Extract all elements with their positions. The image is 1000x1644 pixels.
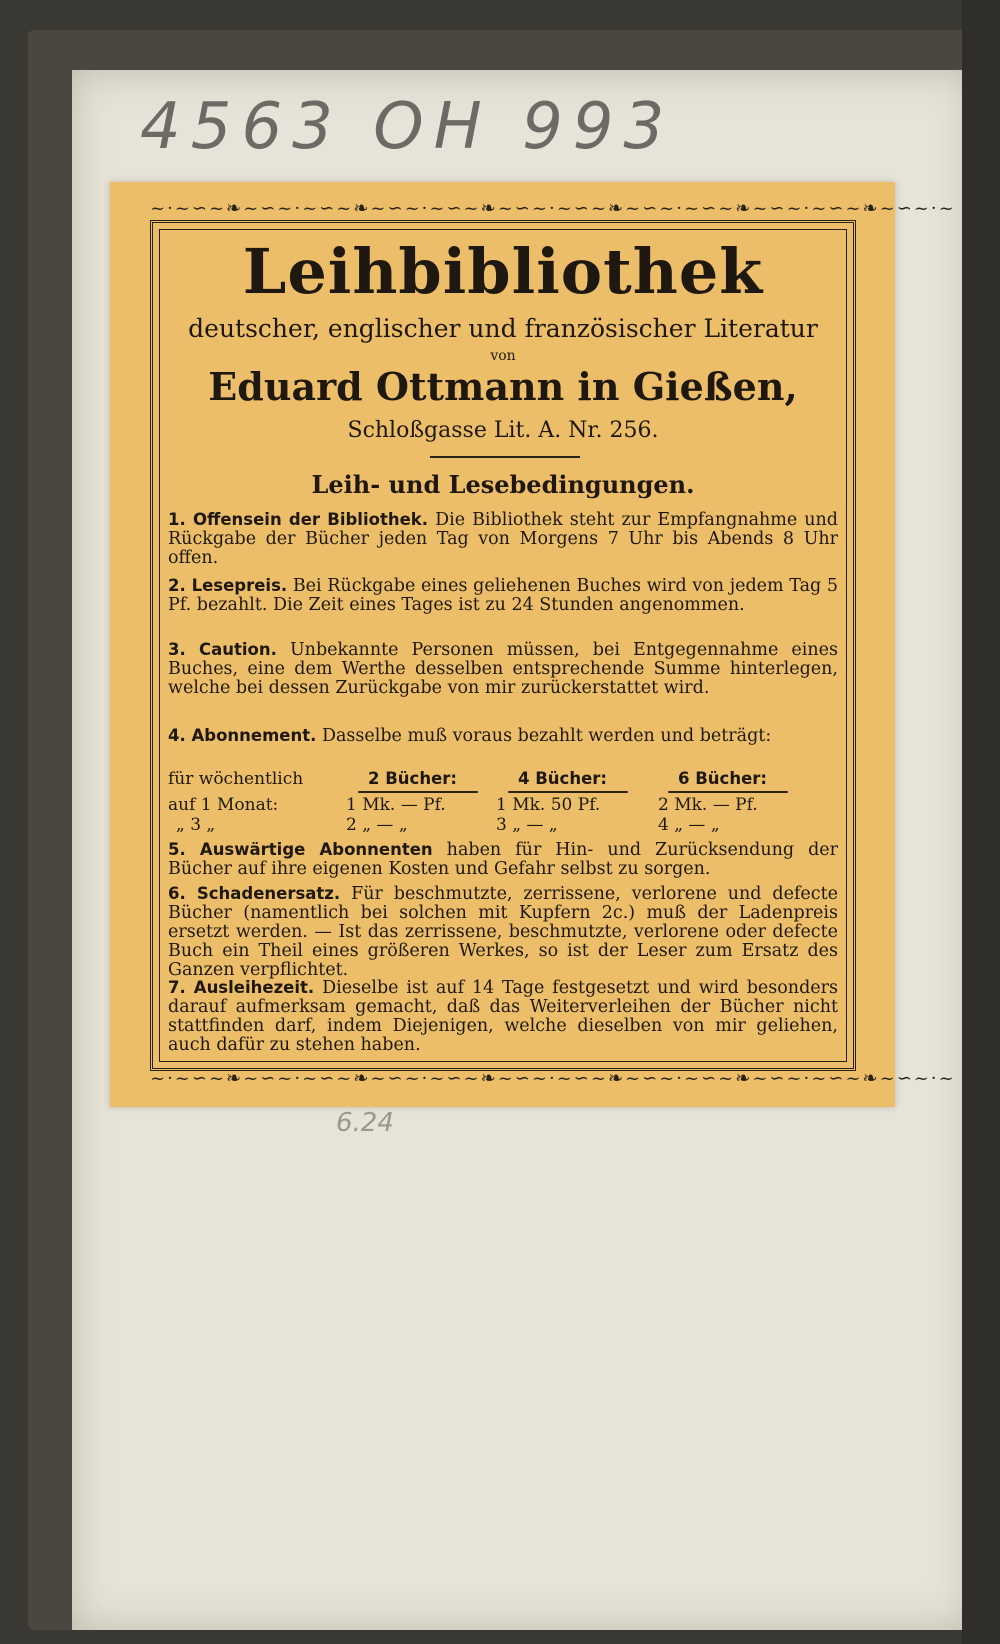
rates-value: 2 Mk. — Pf. [658, 795, 758, 815]
rates-header: 6 Bücher: [678, 769, 768, 788]
handwritten-call-number: 4563 OH 993 [140, 90, 675, 164]
pencil-note: 6.24 [336, 1108, 394, 1138]
condition-title: 7. Ausleihezeit. [168, 978, 315, 997]
condition-text: Dieselbe ist auf 14 Tage festgesetzt und wird besonders darauf aufmerksam gemacht, daß das Weiterverleihen der Bücher nicht stattfinden darf, indem Diejenigen, welche dieselben von mir geliehen, auch dafür zu stehen haben. [168, 978, 838, 1055]
condition-title: 1. Offensein der Bibliothek. [168, 510, 429, 529]
top-ornament: ~·~∽~❧~∽~·~∽~❧~∽~·~∽~❧~∽~·~∽~❧~∽~·~∽~❧~∽~·~∽~❧~∽~·~ [150, 198, 956, 219]
condition-7 [168, 978, 838, 1055]
rates-brace [668, 791, 788, 793]
condition-title: 5. Auswärtige Abonnenten [168, 840, 433, 859]
condition-1 [168, 510, 838, 568]
spine-edge [962, 0, 1000, 1644]
rates-table [168, 769, 838, 833]
condition-title: 3. Caution. [168, 640, 277, 659]
label-title: Leihbibliothek [242, 235, 764, 308]
condition-3 [168, 640, 838, 698]
condition-text: Die Bibliothek steht zur Empfangnahme und Rückgabe der Bücher jeden Tag von Morgens 7 Uhr bis Abends 8 Uhr offen. [168, 510, 838, 568]
condition-text: Dasselbe muß voraus bezahlt werden und beträgt: [321, 726, 772, 746]
condition-6 [168, 884, 838, 980]
rates-value: 2 „ — „ [346, 815, 408, 835]
rates-header: 4 Bücher: [518, 769, 608, 788]
condition-text: Bei Rückgabe eines geliehenen Buches wird von jedem Tag 5 Pf. bezahlt. Die Zeit eines Tages ist zu 24 Stunden angenommen. [168, 576, 838, 615]
divider-rule [430, 456, 580, 458]
condition-title: 4. Abonnement. [168, 726, 317, 745]
conditions-heading: Leih- und Lesebedingungen. [311, 470, 695, 499]
label-subtitle: deutscher, englischer und französischer Literatur [188, 314, 818, 343]
rates-period: auf 1 Monat: [168, 795, 279, 815]
condition-text: haben für Hin- und Zurücksendung der Bücher auf ihre eigenen Kosten und Gefahr selbst zu sorgen. [168, 840, 838, 879]
condition-2 [168, 576, 838, 615]
bottom-ornament: ~·~∽~❧~∽~·~∽~❧~∽~·~∽~❧~∽~·~∽~❧~∽~·~∽~❧~∽~·~∽~❧~∽~·~ [150, 1068, 956, 1089]
rates-value: 1 Mk. 50 Pf. [496, 795, 601, 815]
owner-name: Eduard Ottmann in Gießen, [208, 364, 798, 409]
rates-brace [508, 791, 628, 793]
rates-value: 4 „ — „ [658, 815, 720, 835]
condition-4 [168, 726, 838, 746]
rates-brace [358, 791, 478, 793]
rates-value: 1 Mk. — Pf. [346, 795, 446, 815]
rates-period: „ 3 „ [176, 815, 216, 835]
label-content [168, 234, 838, 1054]
owner-address: Schloßgasse Lit. A. Nr. 256. [347, 418, 659, 443]
condition-title: 2. Lesepreis. [168, 576, 288, 595]
library-label [110, 182, 956, 1107]
condition-text: Für beschmutzte, zerrissene, verlorene und defecte Bücher (namentlich bei solchen mit Kupfern 2c.) muß der Ladenpreis ersetzt werden. — Ist das zerrissene, beschmutzte, verlorene oder defecte Buch ein Theil eines größeren Werkes, so ist der Leser zum Ersatz des Ganzen verpflichtet. [168, 884, 838, 980]
condition-text: Unbekannte Personen müssen, bei Entgegennahme eines Buches, eine dem Werthe desselben entsprechende Summe hinterlegen, welche bei dessen Zurückgabe von mir zurückerstattet wird. [168, 640, 838, 698]
condition-5 [168, 840, 838, 879]
rates-header: 2 Bücher: [368, 769, 458, 788]
rates-value: 3 „ — „ [496, 815, 558, 835]
label-von: von [490, 348, 516, 364]
rates-row-label: für wöchentlich [168, 769, 304, 789]
condition-title: 6. Schadenersatz. [168, 884, 341, 903]
